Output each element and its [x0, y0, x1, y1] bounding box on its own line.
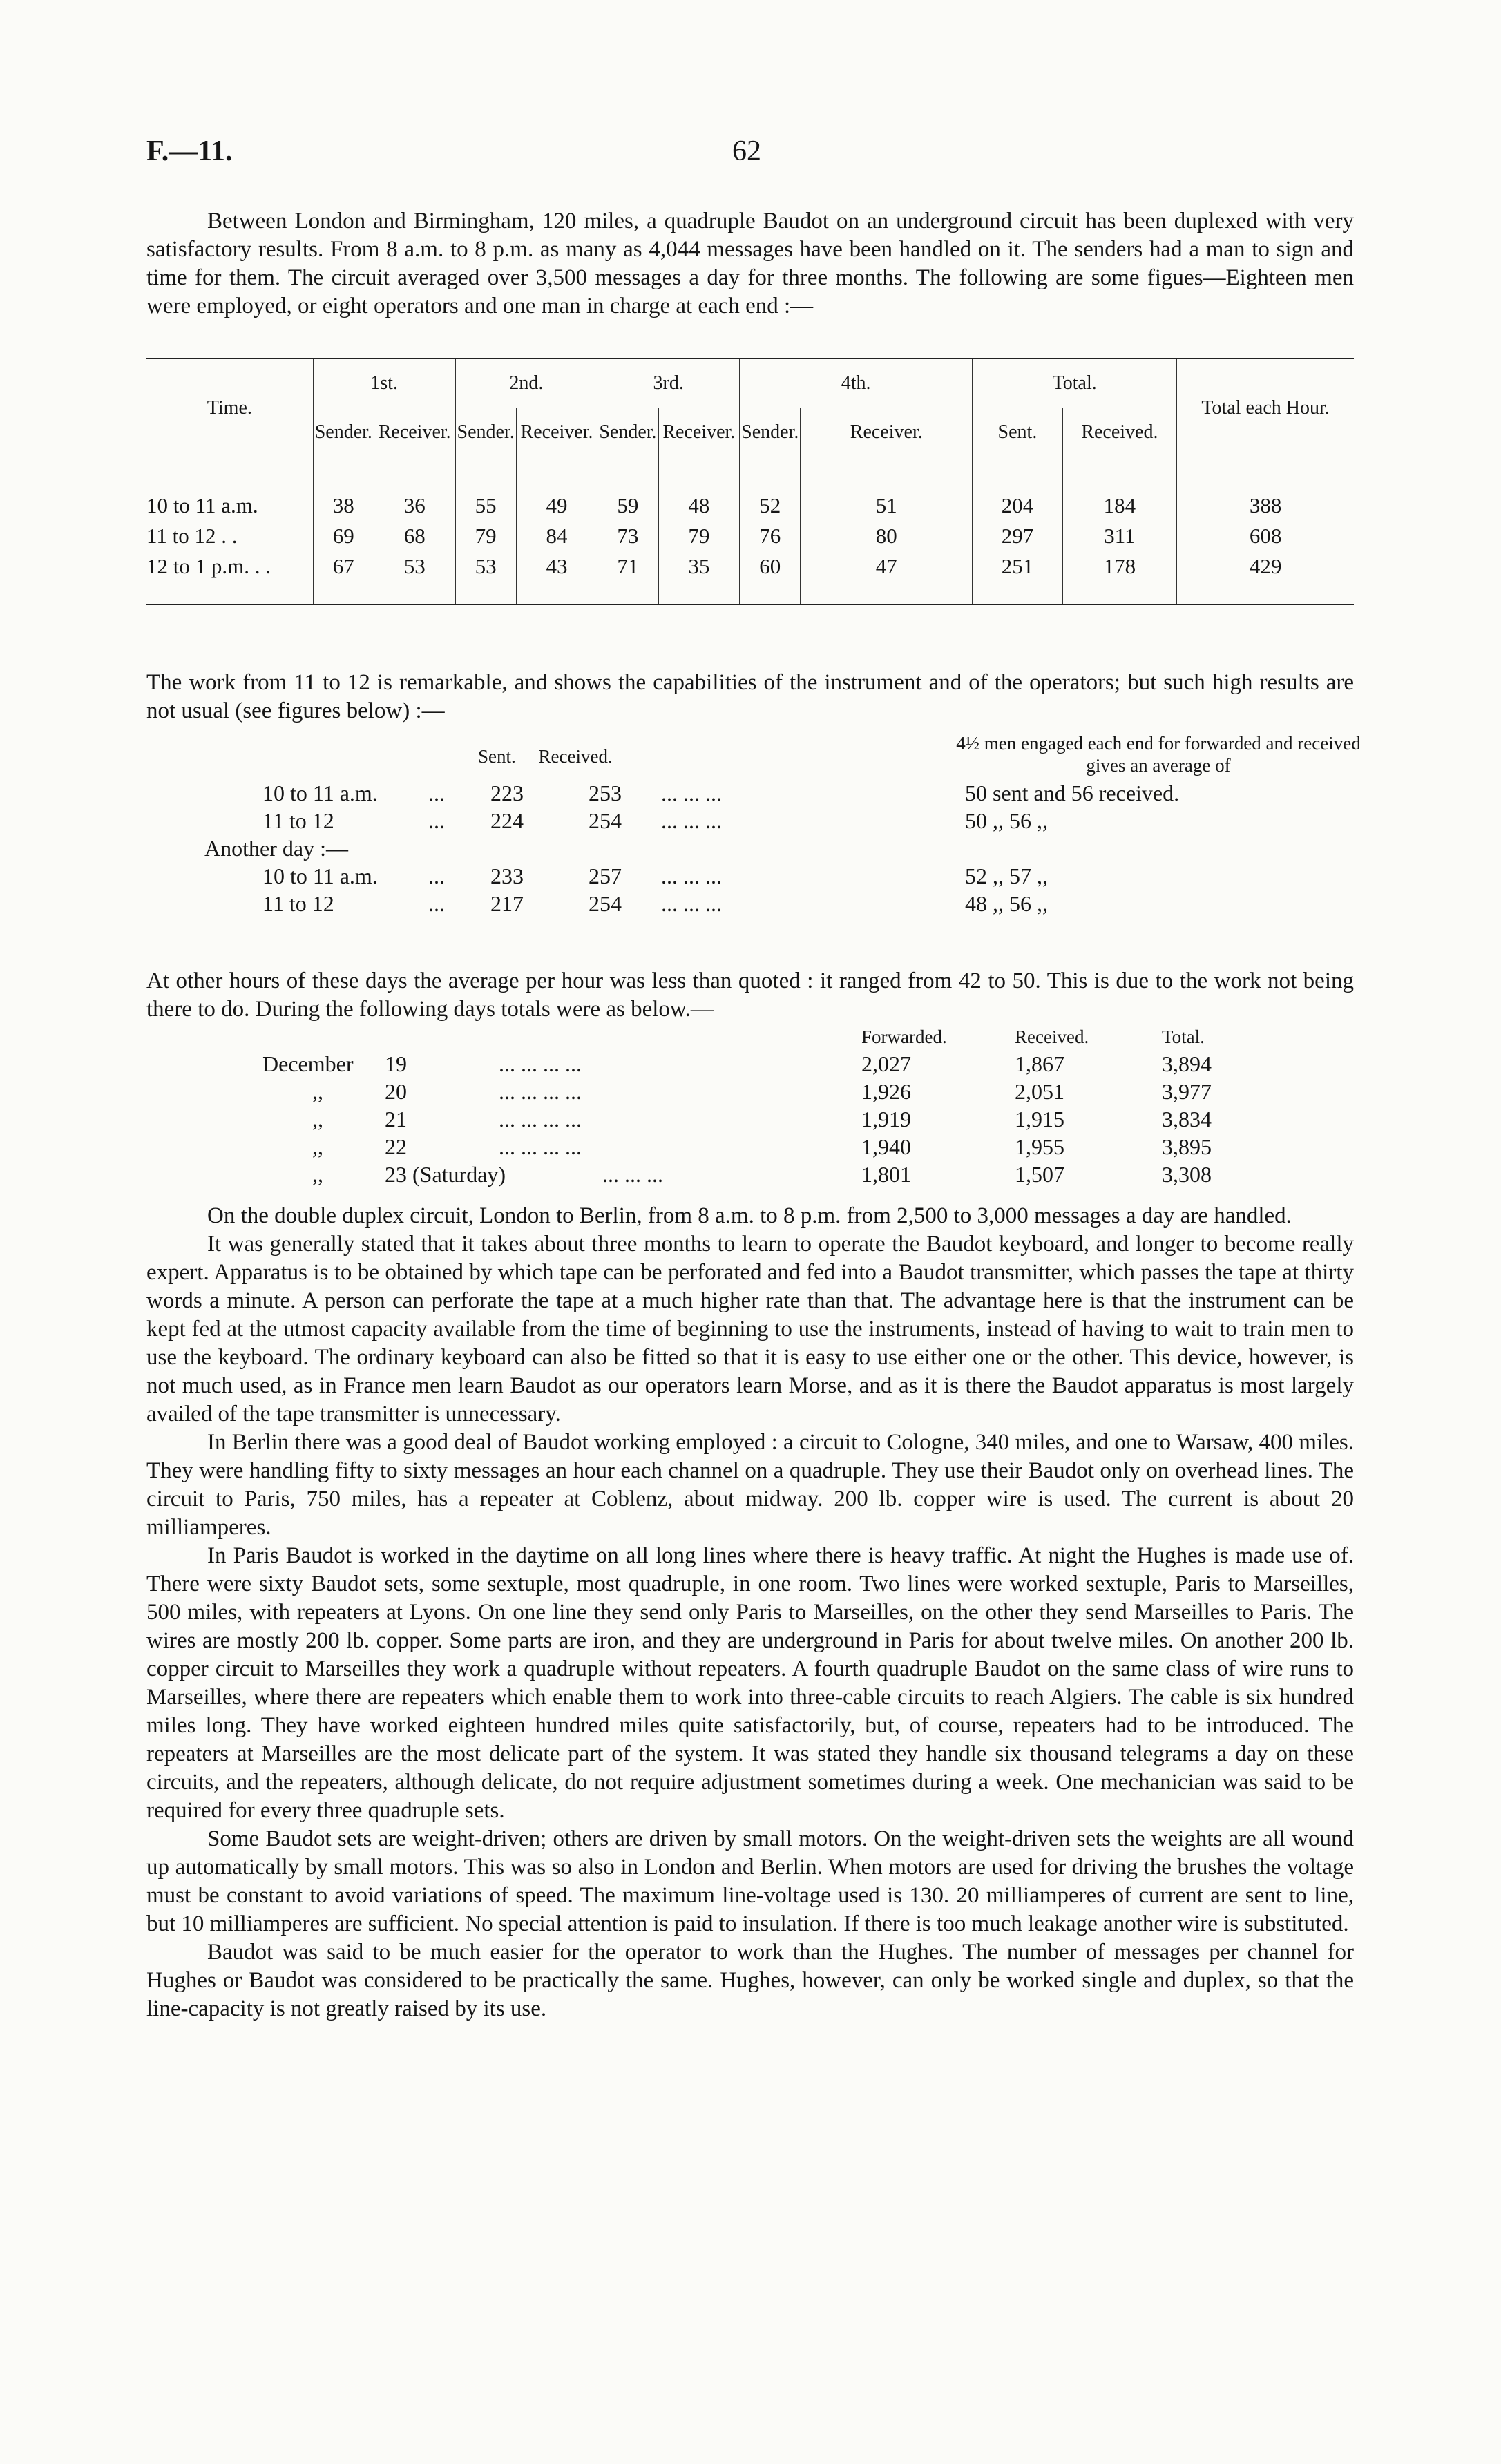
body-paragraphs [146, 1202, 1354, 2023]
group-header-2nd: 2nd. [455, 359, 597, 408]
group-header-4th: 4th. [740, 359, 973, 408]
list-item: ,, 21 ... ... ... ... 1,919 1,915 3,834 [312, 1107, 1212, 1131]
table-cell: 73 [597, 521, 658, 551]
table-row [146, 490, 1354, 521]
table-cell: 38 [313, 490, 374, 521]
table-cell: 67 [313, 551, 374, 604]
list-item: 10 to 11 a.m. ... 223 253 ... ... ... 50 sent and 56 received. [262, 781, 1180, 805]
table-cell: 79 [658, 521, 740, 551]
december-totals [146, 1026, 1354, 1199]
table-cell: 84 [516, 521, 597, 551]
list-item: Another day :— [204, 836, 348, 861]
table-cell: 60 [740, 551, 801, 604]
list-item: 10 to 11 a.m. ... 233 257 ... ... ... 52 ,, 57 ,, [262, 863, 1048, 888]
paragraph: In Paris Baudot is worked in the daytime on all long lines where there is heavy traffic. At night the Hughes is made use of. There were sixty Baudot sets, some sextuple, most quadruple, in one room. Two lines were worked sextuple, Paris to Marseilles, 500 miles, with repeaters at Lyons. On one line they send only Paris to Marseilles, on the other they send Marseilles to Paris. The wires are mostly 200 lb. copper. Some parts are iron, and they are underground in Paris for about twelve miles. On another 200 lb. copper circuit to Marseilles they work a quadruple without repeaters. A fourth quadruple Baudot on the same class of wire runs to Marseilles, where there are repeaters which enable them to work into three-cable circuits to reach Algiers. The cable is six hundred miles long. They have worked eighteen hundred miles quite satisfactorily, but, of course, repeaters had to be introduced. The repeaters at Marseilles are the most delicate part of the system. It was stated they handle six thousand telegrams a day on these circuits, and the repeaters, although delicate, do not require adjustment sometimes during a week. One mechanician was said to be required for every three quadruple sets. [146, 1543, 1354, 1823]
table-cell: 79 [455, 521, 516, 551]
intro-paragraph: Between London and Birmingham, 120 miles, a quadruple Baudot on an underground circuit has been duplexed with very satisfactory results. From 8 a.m. to 8 p.m. as many as 4,044 messages have been handled on it. The senders had a man to sign and time for them. The circuit averaged over 3,500 messages a day for three months. The following are some figues—Eighteen men were employed, or eight operators and one man in charge at each end :— [146, 209, 1354, 318]
messages-table [146, 358, 1354, 605]
averages-column-headers [478, 746, 613, 767]
sub-header: Sender. [313, 408, 374, 457]
table-cell: 47 [801, 551, 973, 604]
table-cell: 80 [801, 521, 973, 551]
table-cell: 48 [658, 490, 740, 521]
table-cell: 71 [597, 551, 658, 604]
table-cell: 68 [374, 521, 455, 551]
list-item: December 19 ... ... ... ... 2,027 1,867 3,894 [262, 1051, 1212, 1076]
total-column-header: Total. [1162, 1026, 1205, 1047]
table-cell: 53 [374, 551, 455, 604]
table-cell: 76 [740, 521, 801, 551]
table-cell: 608 [1177, 521, 1354, 551]
group-header-1st: 1st. [313, 359, 455, 408]
averages-list [146, 732, 1361, 967]
sub-header: Receiver. [374, 408, 455, 457]
paragraph: On the double duplex circuit, London to Berlin, from 8 a.m. to 8 p.m. from 2,500 to 3,000 messages a day are handled. [207, 1203, 1292, 1228]
december-column-headers [146, 1026, 1354, 1054]
table-cell: 53 [455, 551, 516, 604]
sub-header: Receiver. [801, 408, 973, 457]
list-item: 11 to 12 ... 224 254 ... ... ... 50 ,, 56 ,, [262, 808, 1048, 833]
table-row [146, 521, 1354, 551]
table-cell: 52 [740, 490, 801, 521]
time-cell: 10 to 11 a.m. [146, 493, 258, 517]
table-cell: 311 [1062, 521, 1176, 551]
list-item: 11 to 12 ... 217 254 ... ... ... 48 ,, 56 ,, [262, 891, 1048, 916]
table-cell: 251 [973, 551, 1062, 604]
intro-section [146, 207, 1354, 321]
sub-header: Sender. [740, 408, 801, 457]
sub-header: Sender. [597, 408, 658, 457]
table-row [146, 551, 1354, 604]
sub-header: Sender. [455, 408, 516, 457]
group-header-total: Total. [973, 359, 1177, 408]
table-cell: 297 [973, 521, 1062, 551]
table-cell: 55 [455, 490, 516, 521]
paragraph: Baudot was said to be much easier for the operator to work than the Hughes. The number of messages per channel for Hughes or Baudot was considered to be practically the same. Hughes, however, can only be worked single and duplex, so that the line-capacity is not greatly raised by its use. [146, 1940, 1354, 2021]
paragraph: In Berlin there was a good deal of Baudot working employed : a circuit to Cologne, 340 miles, and one to Warsaw, 400 miles. They were handling fifty to sixty messages an hour each channel on a quadruple. They use their Baudot only on overhead lines. The circuit to Paris, 750 miles, has a repeater at Coblenz, about midway. 200 lb. copper wire is used. The current is about 20 milliamperes. [146, 1430, 1354, 1540]
table-cell: 59 [597, 490, 658, 521]
table-cell: 35 [658, 551, 740, 604]
received-column-header: Received. [1015, 1026, 1089, 1047]
table-cell: 178 [1062, 551, 1176, 604]
table-cell: 204 [973, 490, 1062, 521]
other-hours-paragraph: At other hours of these days the average per hour was less than quoted : it ranged from 42 to 50. This is due to the work not being there to do. During the following days totals were as below.— [146, 968, 1354, 1022]
received-column-header: Received. [538, 746, 613, 767]
time-header: Time. [146, 359, 313, 457]
sub-header: Received. [1062, 408, 1176, 457]
table-cell: 69 [313, 521, 374, 551]
total-each-hour-header: Total each Hour. [1177, 359, 1354, 457]
list-item: ,, 20 ... ... ... ... 1,926 2,051 3,977 [312, 1079, 1212, 1104]
table-cell: 388 [1177, 490, 1354, 521]
document-reference: F.—11. [146, 135, 233, 167]
table-cell: 184 [1062, 490, 1176, 521]
sub-header: Receiver. [658, 408, 740, 457]
group-header-3rd: 3rd. [597, 359, 740, 408]
forwarded-column-header: Forwarded. [861, 1026, 947, 1047]
sub-header: Sent. [973, 408, 1062, 457]
page-number: 62 [732, 135, 761, 167]
averages-note: 4½ men engaged each end for forwarded and received gives an average of [956, 733, 1361, 776]
table-cell: 429 [1177, 551, 1354, 604]
table-cell: 36 [374, 490, 455, 521]
paragraph: Some Baudot sets are weight-driven; others are driven by small motors. On the weight-driven sets the weights are all wound up automatically by small motors. This was so also in London and Berlin. When motors are used for driving the brushes the voltage must be constant to avoid variations of speed. The maximum line-voltage used is 130. 20 milliamperes of current are sent to line, but 10 milliamperes are sufficient. No special attention is paid to insulation. If there is too much leakage another wire is substituted. [146, 1826, 1354, 1936]
averages-section [146, 669, 1361, 1199]
sub-header: Receiver. [516, 408, 597, 457]
time-cell: 11 to 12 . . [146, 524, 238, 548]
table-cell: 51 [801, 490, 973, 521]
table-cell: 43 [516, 551, 597, 604]
table-cell: 49 [516, 490, 597, 521]
paragraph: It was generally stated that it takes about three months to learn to operate the Baudot keyboard, and longer to become really expert. Apparatus is to be obtained by which tape can be perforated and fed into a Baudot transmitter, which passes the tape at thirty words a minute. A person can perforate the tape at a much higher rate than that. The advantage here is that the instrument can be kept fed at the utmost capacity available from the time of beginning to use the instruments, instead of having to wait to train men to use the keyboard. The ordinary keyboard can also be fitted so that it is easy to use either one or the other. This device, however, is not much used, as in France men learn Baudot as our operators learn Morse, and as it is there the Baudot apparatus is most largely availed of the tape transmitter is unnecessary. [146, 1232, 1354, 1426]
list-item: ,, 22 ... ... ... ... 1,940 1,955 3,895 [312, 1134, 1212, 1159]
list-item: ,, 23 (Saturday) ... ... ... 1,801 1,507 3,308 [312, 1162, 1212, 1187]
sent-column-header: Sent. [478, 746, 516, 767]
work-paragraph: The work from 11 to 12 is remarkable, and shows the capabilities of the instrument and of the operators; but such high results are not usual (see figures below) :— [146, 670, 1354, 723]
time-cell: 12 to 1 p.m. . . [146, 551, 313, 604]
